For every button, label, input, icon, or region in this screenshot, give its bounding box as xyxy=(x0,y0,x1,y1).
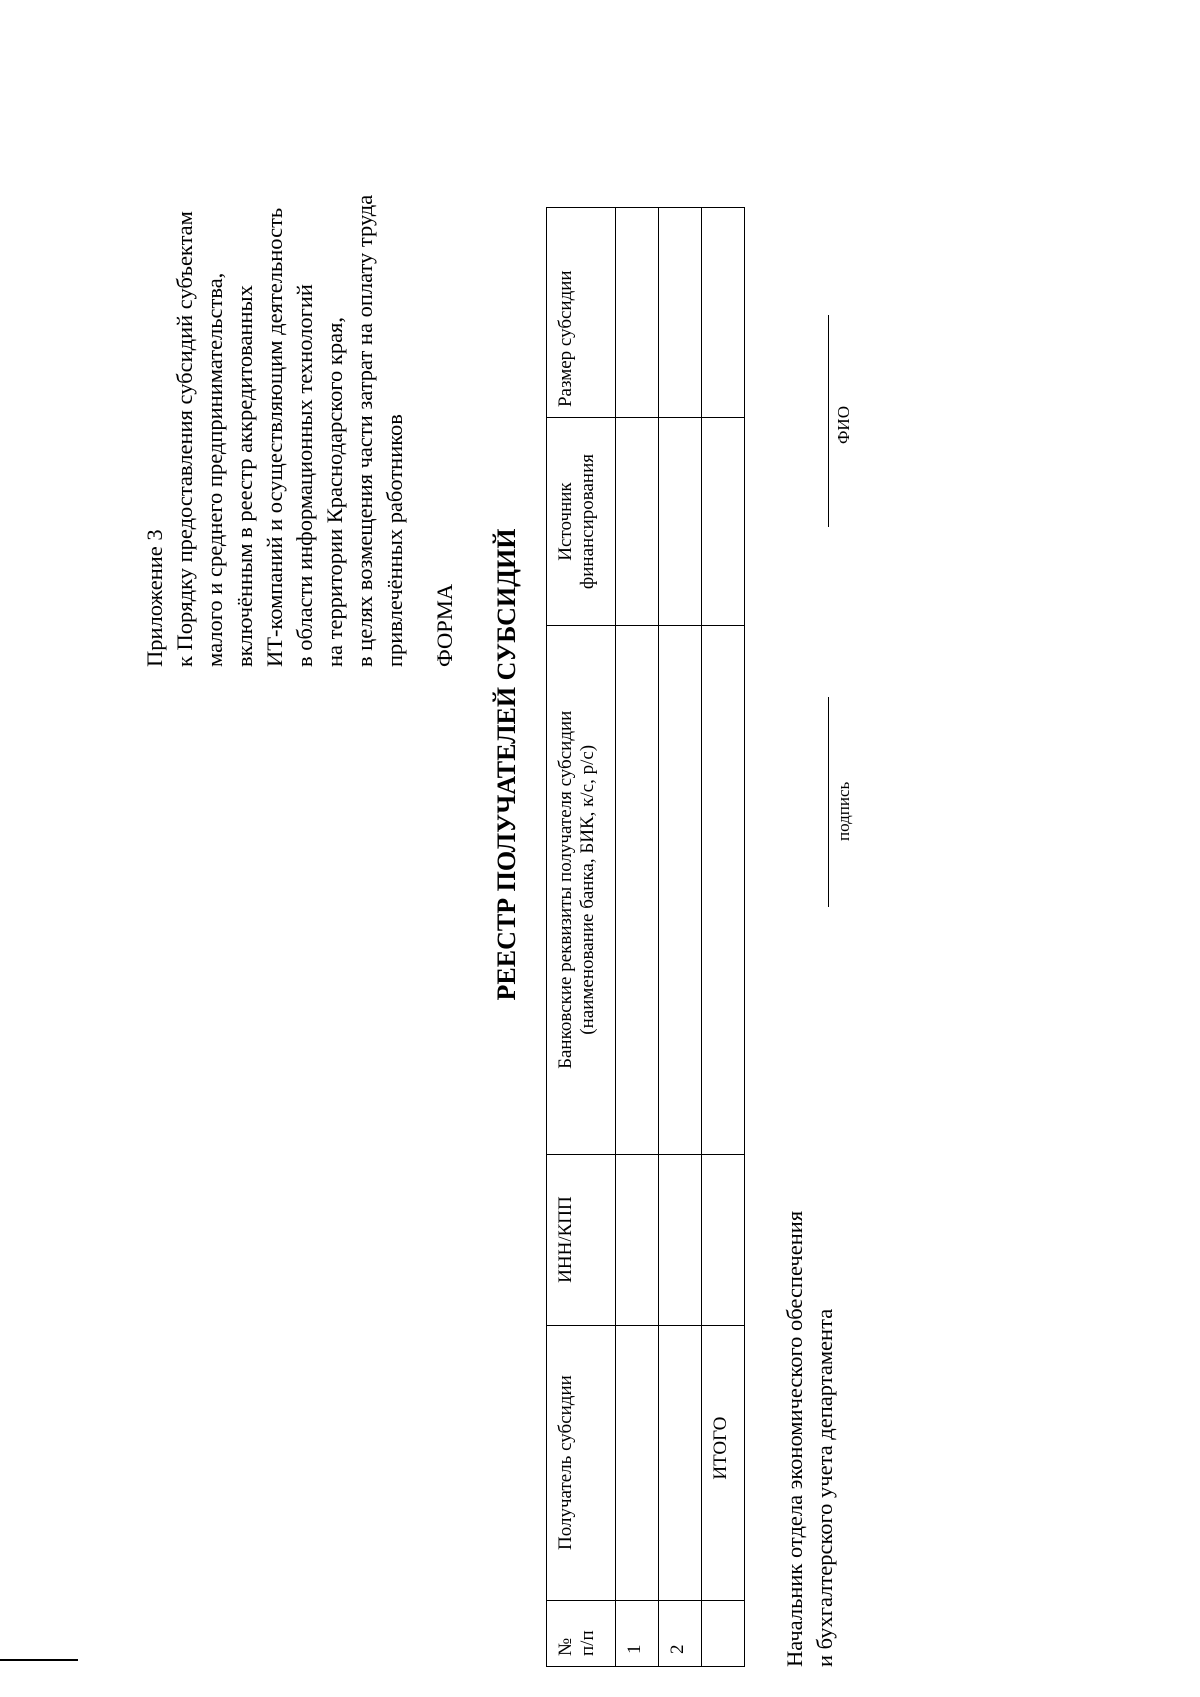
header-num-line1: № xyxy=(555,1637,576,1656)
header-source-line2: финансирования xyxy=(577,454,598,590)
signature-caption: подпись xyxy=(834,781,853,841)
total-num-cell xyxy=(702,1600,745,1666)
row-num: 2 xyxy=(659,1600,702,1666)
header-bank-line2: (наименование банка, БИК, к/с, р/с) xyxy=(577,744,598,1035)
header-bank xyxy=(547,626,616,1155)
appendix-line: малого и среднего предпринимательства, xyxy=(202,272,227,667)
header-source-line1: Источник xyxy=(555,482,576,561)
name-caption: ФИО xyxy=(834,406,853,444)
total-label: ИТОГО xyxy=(702,1325,745,1600)
cell-inn xyxy=(659,1154,702,1325)
signature-line xyxy=(828,697,829,907)
form-label: ФОРМА xyxy=(432,583,457,667)
row-num: 1 xyxy=(616,1600,659,1666)
header-recipient: Получатель субсидии xyxy=(547,1325,616,1600)
cell-amount xyxy=(659,208,702,418)
name-line xyxy=(828,315,829,527)
appendix-line: включённым в реестр аккредитованных xyxy=(232,285,257,667)
appendix-line: к Порядку предоставления субсидий субъектам xyxy=(172,211,197,667)
total-amount-cell xyxy=(702,208,745,418)
header-inn: ИНН/КПП xyxy=(547,1154,616,1325)
document-title: РЕЕСТР ПОЛУЧАТЕЛЕЙ СУБСИДИЙ xyxy=(492,528,521,1001)
table-header-row xyxy=(547,208,616,1667)
cell-source xyxy=(659,418,702,626)
total-bank-cell xyxy=(702,626,745,1155)
table-row xyxy=(616,208,659,1667)
cell-bank xyxy=(616,626,659,1155)
table-row xyxy=(659,208,702,1667)
cell-inn xyxy=(616,1154,659,1325)
header-amount: Размер субсидии xyxy=(547,208,616,418)
cell-source xyxy=(616,418,659,626)
appendix-line: Приложение 3 xyxy=(142,529,167,667)
signatory-position-line2: и бухгалтерского учета департамента xyxy=(812,1308,837,1667)
cell-bank xyxy=(659,626,702,1155)
signatory-block xyxy=(780,1211,840,1667)
appendix-line: в области информационных технологий xyxy=(292,284,317,667)
total-inn-cell xyxy=(702,1154,745,1325)
appendix-block xyxy=(140,195,410,667)
total-source-cell xyxy=(702,418,745,626)
cell-recipient xyxy=(659,1325,702,1600)
appendix-line: на территории Краснодарского края, xyxy=(322,316,347,667)
cell-recipient xyxy=(616,1325,659,1600)
signatory-position-line1: Начальник отдела экономического обеспечения xyxy=(782,1210,807,1667)
appendix-line: в целях возмещения части затрат на оплату труда xyxy=(352,194,377,667)
appendix-line: ИТ-компаний и осуществляющим деятельность xyxy=(262,207,287,667)
header-num-line2: п/п xyxy=(577,1630,598,1656)
header-bank-line1: Банковские реквизиты получателя субсидии xyxy=(555,710,576,1069)
header-num xyxy=(547,1600,616,1666)
appendix-line: привлечённых работников xyxy=(382,414,407,667)
recipients-table xyxy=(546,207,745,1667)
scan-artifact-mark xyxy=(0,1656,80,1664)
cell-amount xyxy=(616,208,659,418)
table-total-row xyxy=(702,208,745,1667)
header-source xyxy=(547,418,616,626)
